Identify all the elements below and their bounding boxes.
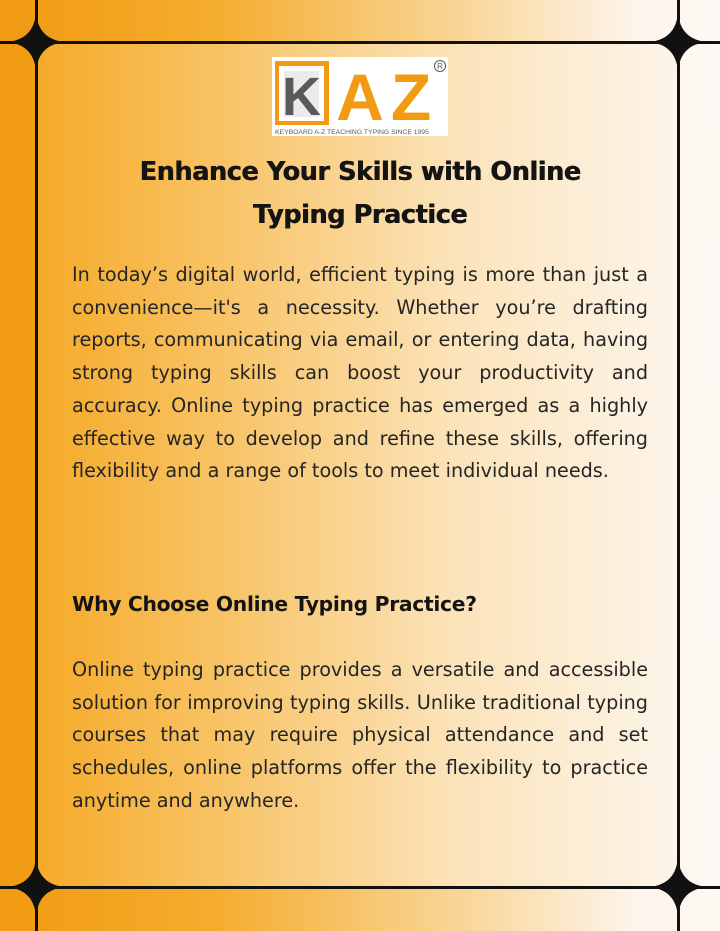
svg-text:A: A: [336, 60, 384, 134]
corner-star-icon: [6, 857, 66, 917]
frame-line-right: [677, 0, 680, 931]
frame-line-bottom: [0, 886, 720, 889]
section-heading-why-choose: Why Choose Online Typing Practice?: [72, 592, 477, 616]
corner-star-icon: [648, 857, 708, 917]
frame-line-left: [35, 0, 38, 931]
svg-text:Z: Z: [390, 60, 432, 134]
why-paragraph: Online typing practice provides a versatile and accessible solution for improving typing skills. Unlike traditional typing courses that may require physical attendance and set schedules, online platforms offer the flexibility to practice anytime and anywhere.: [72, 658, 648, 812]
svg-text:R: R: [437, 62, 443, 71]
page-title: [70, 151, 650, 237]
frame-line-top: [0, 41, 720, 44]
corner-star-icon: [648, 12, 708, 72]
svg-text:K: K: [282, 67, 321, 127]
corner-star-icon: [6, 12, 66, 72]
kaz-logo: [272, 57, 448, 136]
svg-text:KEYBOARD A-Z TEACHING TYPING S: KEYBOARD A-Z TEACHING TYPING SINCE 1995: [275, 129, 429, 136]
page-title-line-1: Enhance Your Skills with Online: [139, 157, 581, 187]
page-title-line-2: Typing Practice: [252, 200, 468, 230]
intro-paragraph: In today’s digital world, efficient typing is more than just a convenience—it's a necessity. Whether you’re drafting reports, communicating via email, or entering data, having strong typing skills can boost your productivity and accuracy. Online typing practice has emerged as a highly effective way to develop and refine these skills, offering flexibility and a range of tools to meet individual needs.: [72, 263, 648, 483]
